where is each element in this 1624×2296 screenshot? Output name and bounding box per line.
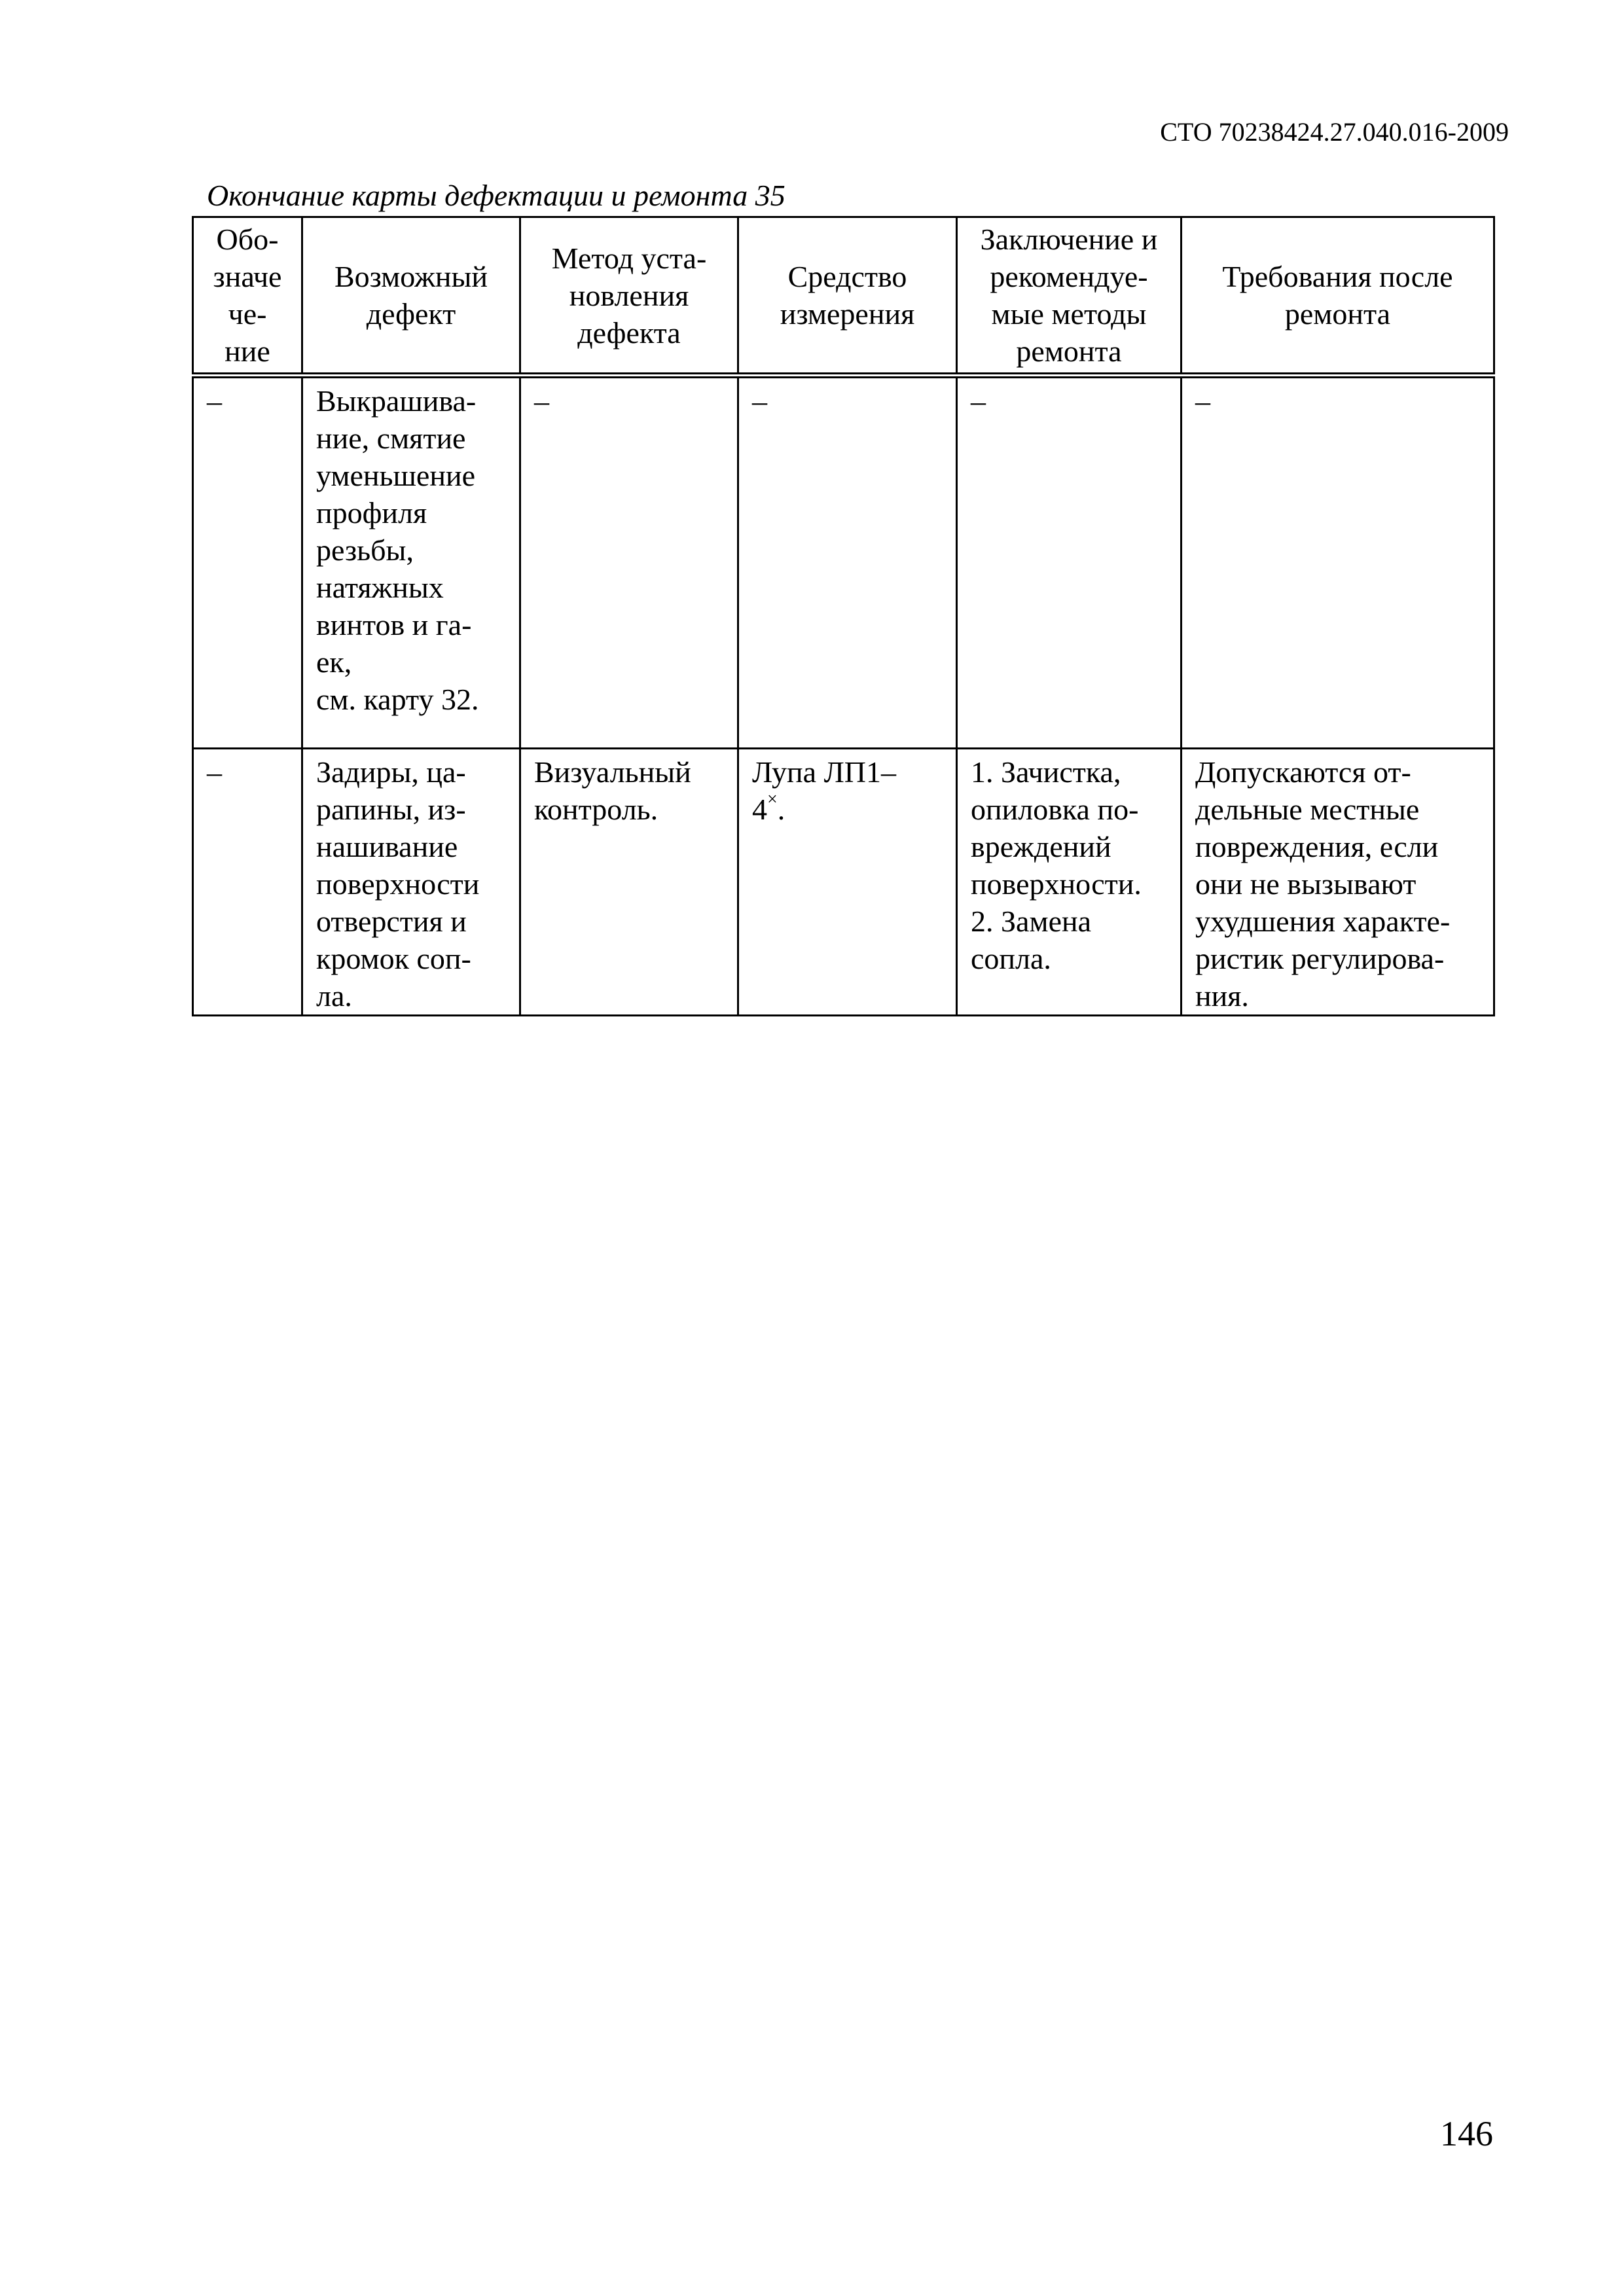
cell-defect: Выкрашива- ние, смятие уменьшение профиля резьбы, натяжных винтов и га- ек, см. карту 32. xyxy=(302,376,520,749)
cell-method: – xyxy=(520,376,738,749)
cell-conclusion: – xyxy=(957,376,1182,749)
cell-defect: Задиры, ца- рапины, из- нашивание поверхности отверстия и кромок соп- ла. xyxy=(302,749,520,1016)
document-code: СТО 70238424.27.040.016-2009 xyxy=(1160,117,1509,147)
table-header-row xyxy=(193,217,1494,376)
cell-instrument: Лупа ЛП1– 4×. xyxy=(738,749,957,1016)
column-header-designation: Обо- значе че- ние xyxy=(193,217,302,376)
cell-instrument: – xyxy=(738,376,957,749)
column-header-detection-method: Метод уста- новления дефекта xyxy=(520,217,738,376)
cell-conclusion: 1. Зачистка, опиловка по- вреждений поверхности. 2. Замена сопла. xyxy=(957,749,1182,1016)
cell-requirements: – xyxy=(1182,376,1494,749)
defect-repair-table xyxy=(192,216,1495,1016)
table-row xyxy=(193,376,1494,749)
magnification-mark: × xyxy=(767,789,778,810)
cell-designation: – xyxy=(193,376,302,749)
cell-requirements: Допускаются от- дельные местные повреждения, если они не вызывают ухудшения характе- ристик регулирова- ния. xyxy=(1182,749,1494,1016)
page-number: 146 xyxy=(1440,2114,1493,2153)
table-row xyxy=(193,749,1494,1016)
column-header-conclusion-repair-methods: Заключение и рекомендуе- мые методы ремонта xyxy=(957,217,1182,376)
cell-method: Визуальный контроль. xyxy=(520,749,738,1016)
column-header-possible-defect: Возможный дефект xyxy=(302,217,520,376)
column-header-post-repair-requirements: Требования после ремонта xyxy=(1182,217,1494,376)
cell-designation: – xyxy=(193,749,302,1016)
column-header-measuring-instrument: Средство измерения xyxy=(738,217,957,376)
table-caption: Окончание карты дефектации и ремонта 35 xyxy=(207,179,785,212)
